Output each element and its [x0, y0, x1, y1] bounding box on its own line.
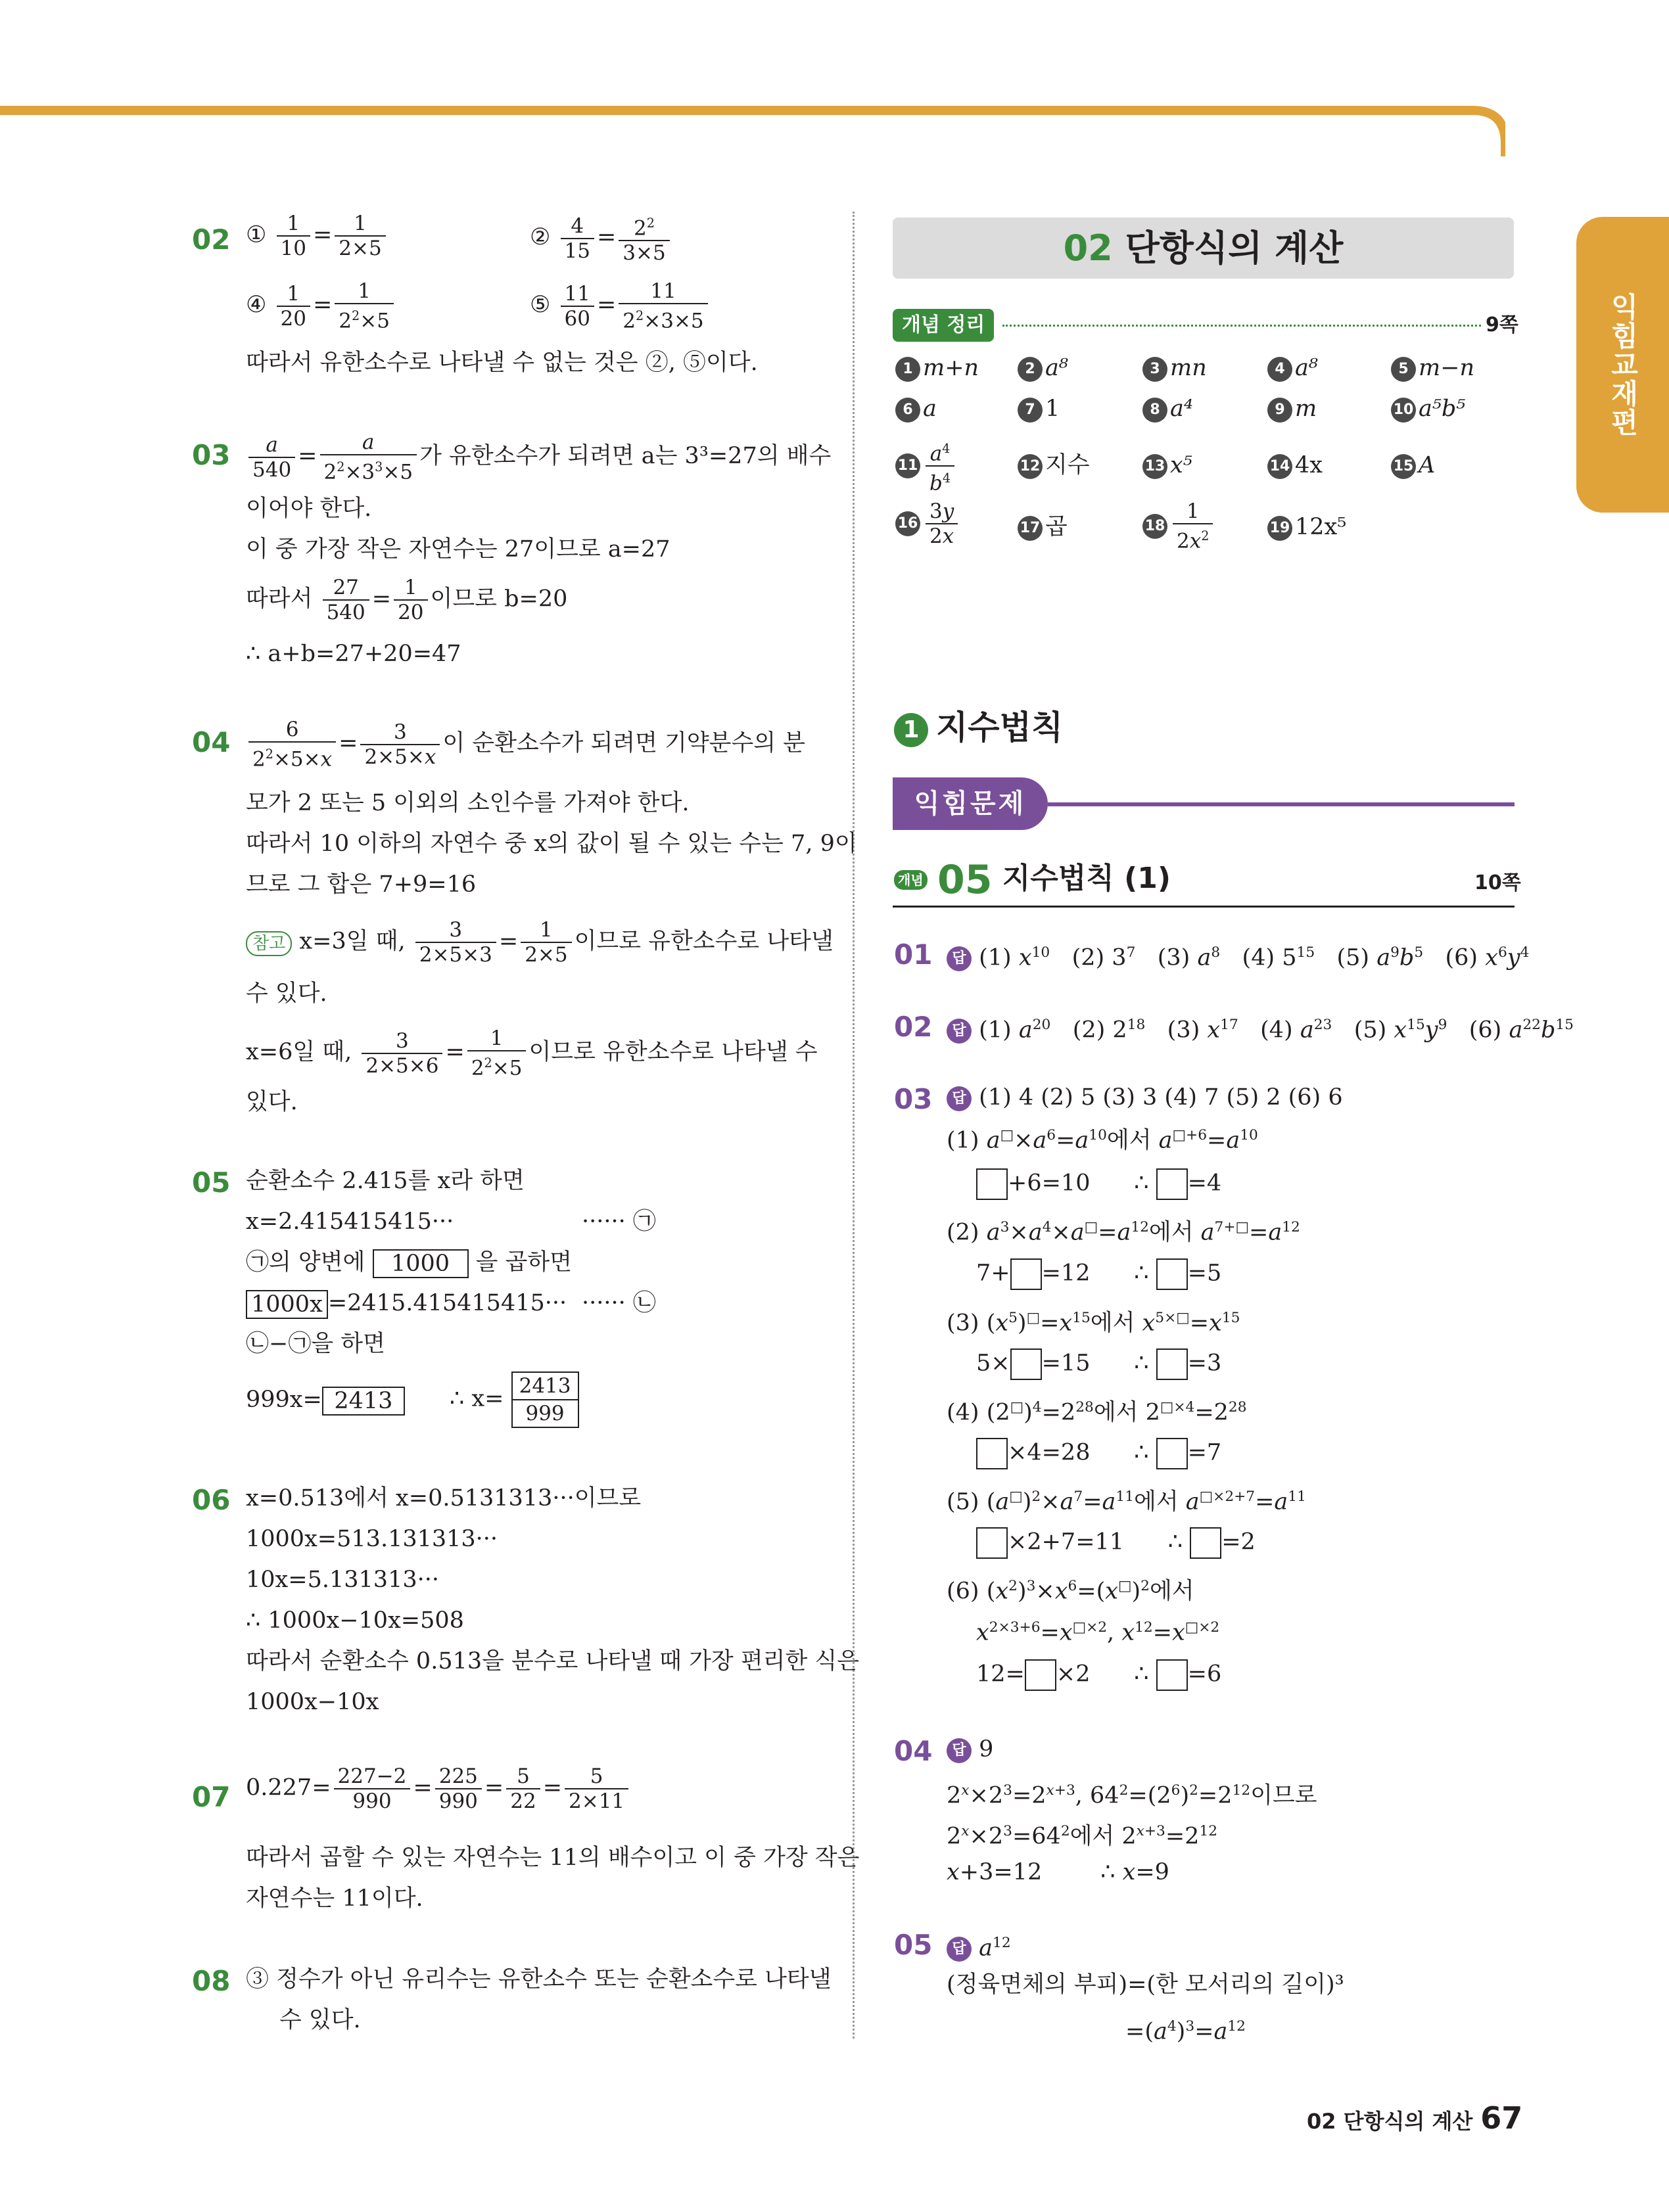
p04-note3-head: x=6일 때, — [246, 1039, 352, 1066]
q03-step: (4) $(2^□)^4=2^{28}$에서 $2^{□\times 4}=2^{28}$ — [947, 1399, 1247, 1426]
concept-item: 8 a⁴ — [1142, 394, 1193, 423]
p04-line1: $\frac{6}{2^2\times 5\times x}$ = $\frac{3}{2\times 5\times x}$ 이 순환소수가 되려면 기약분수의 분 — [246, 718, 805, 771]
sub-title: 지수법칙 (1) — [1002, 862, 1171, 895]
problem-number: 03 — [192, 439, 231, 471]
q04-step: $2^x\times 2^3=64^2$에서 $2^{x+3}=2^{12}$ — [947, 1823, 1218, 1850]
concept-item: 16 $\frac{3y}{2x}$ — [895, 499, 960, 548]
p03-line5: ∴ a+b=27+20=47 — [246, 641, 461, 667]
p02-line2: ④ $\frac{1}{20}$ = $\frac{1}{2^2\times 5}$ — [246, 279, 396, 333]
p07-line3: 자연수는 11이다. — [246, 1885, 423, 1912]
question-number: 03 — [894, 1083, 933, 1115]
p05-line3-tail: 을 곱하면 — [475, 1249, 573, 1276]
problem-number: 04 — [192, 726, 231, 758]
q03-step: (5) $(a^□)^2\times a^7=a^{11}$에서 $a^{□\times 2+7}=a^{11}$ — [947, 1488, 1306, 1515]
concept-item: 11 $\frac{a^4}{b^4}$ — [895, 437, 957, 495]
result-denominator: 999 — [525, 1402, 565, 1425]
answer-mark: 답 — [947, 1019, 972, 1044]
p05-line6-head: 999x= — [246, 1387, 322, 1413]
q03-step: 12= ×2 ∴ =6 — [976, 1659, 1221, 1691]
answer-box: 1000 — [373, 1249, 469, 1278]
p05-line6 — [246, 1385, 405, 1416]
concept-item: 13 x⁵ — [1142, 451, 1192, 480]
concept-item: 19 12x⁵ — [1267, 513, 1346, 541]
exercise-banner-line — [1048, 802, 1515, 806]
p05-result-head: ∴ x= — [450, 1385, 504, 1412]
question-number: 05 — [894, 1929, 933, 1961]
p05-mark1: ······ ㉠ — [582, 1209, 656, 1235]
chapter-title: 단항식의 계산 — [1125, 227, 1344, 269]
concept-page-ref: 9쪽 — [1486, 313, 1518, 336]
q02-answers: 답 (1) $a^{20}$ (2) $2^{18}$ (3) $x^{17}$ (4) $a^{23}$ (5) $x^{15}y^9$ (6) $a^{22}b^{15}$ — [947, 1011, 1574, 1045]
q03-step: ×4=28 ∴ =7 — [976, 1438, 1221, 1469]
problem-number: 08 — [192, 1965, 231, 1997]
concept-item: 14 4x — [1267, 451, 1323, 480]
p02-line1: ① $\frac{1}{10}$ = $\frac{1}{2\times 5}$ — [246, 212, 388, 260]
exercise-banner: 익힘문제 — [893, 777, 1048, 830]
answer-mark: 답 — [947, 1738, 972, 1763]
q03-step: 5× =15 ∴ =3 — [976, 1348, 1221, 1380]
p07-line2: 따라서 곱할 수 있는 자연수는 11의 배수이고 이 중 가장 작은 — [246, 1845, 860, 1871]
p07-line1-head: 0.227= — [246, 1774, 331, 1801]
p04-line2: 모가 2 또는 5 이외의 소인수를 가져야 한다. — [246, 790, 690, 816]
p05-line5: ㉡−㉠을 하면 — [246, 1331, 385, 1357]
section-heading — [894, 701, 1063, 749]
q04-step: $2^x\times 2^3=2^{x+3}$, $64^2=(2^6)^2=2^{12}$이므로 — [947, 1782, 1317, 1809]
section-title: 지수법칙 — [936, 708, 1064, 747]
q03-step: (2) $a^3\times a^4\times a^□=a^{12}$에서 $a^{7+□}=a^{12}$ — [947, 1219, 1300, 1246]
question-number: 02 — [894, 1011, 933, 1043]
sub-heading-line — [893, 906, 1515, 908]
top-decorative-bar — [0, 104, 1505, 156]
p03-line3: 이 중 가장 작은 자연수는 27이므로 a=27 — [246, 536, 670, 563]
p04-line1-tail: 이 순환소수가 되려면 기약분수의 분 — [442, 730, 805, 757]
p04-note1-head: x=3일 때, — [299, 928, 406, 955]
p04-note1: 참고 x=3일 때, $\frac{3}{2\times 5\times 3}$ = $\frac{1}{2\times 5}$ 이므로 유한소수로 나타낼 — [246, 918, 834, 967]
side-tab[interactable]: 익힘교재편 — [1576, 217, 1669, 513]
question-number: 04 — [894, 1735, 933, 1767]
p04-note4: 있다. — [246, 1089, 298, 1115]
concept-item: 5 m−n — [1391, 354, 1474, 382]
q03-step: +6=10 ∴ =4 — [976, 1168, 1221, 1200]
question-number: 01 — [894, 938, 933, 971]
concept-item: 18 $\frac{1}{2x^2}$ — [1142, 499, 1215, 553]
answer-mark: 답 — [947, 1937, 972, 1962]
answer-mark: 답 — [947, 1086, 972, 1111]
concept-tag: 개념 — [894, 870, 928, 890]
q05-answer: 답 $a^{12}$ — [947, 1929, 1011, 1963]
p05-line4-tail: =2415.415415415··· — [327, 1290, 567, 1316]
p04-line3: 따라서 10 이하의 자연수 중 x의 값이 될 수 있는 수는 7, 9이 — [246, 831, 857, 857]
concept-item: 7 1 — [1018, 394, 1060, 423]
q03-step: 7+ =12 ∴ =5 — [976, 1258, 1221, 1290]
q04-step: x+3=12 ∴ x=9 — [947, 1859, 1169, 1885]
p05-line1: 순환소수 2.415를 x라 하면 — [246, 1168, 525, 1194]
concept-item: 10 a⁵b⁵ — [1391, 394, 1465, 423]
q03-step: ×2+7=11 ∴ =2 — [976, 1527, 1256, 1559]
q04-answer — [947, 1735, 993, 1764]
p06-line6: 1000x−10x — [246, 1689, 379, 1715]
result-numerator: 2413 — [513, 1373, 578, 1400]
chapter-header — [893, 218, 1514, 279]
p02-conclusion: 따라서 유한소수로 나타낼 수 없는 것은 ②, ⑤이다. — [246, 350, 758, 376]
p04-note3-tail: 이므로 유한소수로 나타낼 수 — [529, 1039, 818, 1066]
problem-number: 07 — [192, 1781, 231, 1813]
section-number: 1 — [894, 713, 928, 747]
concept-item: 12 지수 — [1018, 451, 1090, 480]
q03-step: $x^{2\times 3+6}=x^{□\times 2}$, $x^{12}=x^{□\times 2}$ — [976, 1619, 1220, 1646]
q03-answer-list: (1) 4 (2) 5 (3) 3 (4) 7 (5) 2 (6) 6 — [979, 1084, 1343, 1111]
sub-page-ref: 10쪽 — [1474, 871, 1521, 894]
q05-step1: (정육면체의 부피)=(한 모서리의 길이)³ — [947, 1971, 1344, 1998]
concept-dotted-line — [1002, 325, 1481, 327]
sub-heading — [894, 854, 1171, 903]
answer-box: 2413 — [322, 1387, 405, 1416]
p02-line2b: ⑤ $\frac{11}{60}$ = $\frac{11}{2^2\times 3\times 5}$ — [530, 279, 711, 333]
q01-answers: 답 (1) $x^{10}$ (2) $3^7$ (3) $a^8$ (4) $5^{15}$ (5) $a^9b^5$ (6) $x^6y^4$ — [947, 938, 1529, 973]
concept-item: 6 a — [895, 394, 937, 423]
p05-line3 — [246, 1248, 572, 1278]
p05-line4 — [246, 1289, 567, 1319]
sub-number: 05 — [937, 857, 993, 903]
concept-item: 1 m+n — [895, 354, 979, 382]
concept-item: 9 m — [1267, 394, 1317, 423]
p04-note2: 수 있다. — [246, 980, 327, 1007]
p06-line1: x=0.513에서 x=0.5131313···이므로 — [246, 1485, 642, 1511]
answer-box: 1000x — [246, 1290, 328, 1319]
p06-line5: 따라서 순환소수 0.513을 분수로 나타낼 때 가장 편리한 식은 — [246, 1648, 860, 1674]
note-tag: 참고 — [246, 931, 292, 956]
p03-line4: 따라서 $\frac{27}{540}$ = $\frac{1}{20}$ 이므로 b=20 — [246, 576, 568, 624]
p03-line2: 이어야 한다. — [246, 495, 372, 522]
problem-number: 06 — [192, 1484, 231, 1516]
p08-line1: ③ 정수가 아닌 유리수는 유한소수 또는 순환소수로 나타낼 — [246, 1966, 832, 1993]
p04-line4: 므로 그 합은 7+9=16 — [246, 871, 477, 898]
p06-line4: ∴ 1000x−10x=508 — [246, 1607, 464, 1634]
p05-line2: x=2.415415415··· — [246, 1209, 454, 1235]
q05-step2: $=(a^4)^3=a^{12}$ — [1125, 2018, 1246, 2045]
q03-step: (3) $(x^5)^□=x^{15}$에서 $x^{5\times□}=x^{15}$ — [947, 1310, 1240, 1337]
concept-item: 4 a⁸ — [1267, 354, 1318, 382]
p03-line1: $\frac{a}{540}$ = $\frac{a}{2^2\times 3^3\times 5}$ 가 유한소수가 되려면 a는 3³=27의 배수 — [246, 430, 831, 484]
footer-chapter: 02 단항식의 계산 — [1307, 2109, 1473, 2134]
concept-item: 2 a⁸ — [1018, 354, 1068, 382]
p03-line1-tail: 가 유한소수가 되려면 a는 3³=27의 배수 — [419, 443, 832, 470]
q03-answers — [947, 1083, 1343, 1112]
concept-item: 15 A — [1391, 451, 1435, 480]
q04-answer-value: 9 — [979, 1736, 994, 1763]
p06-line2: 1000x=513.131313··· — [246, 1526, 498, 1552]
p03-line4-head: 따라서 — [246, 586, 313, 612]
p03-line4-tail: 이므로 b=20 — [430, 586, 568, 612]
p04-note1-tail: 이므로 유한소수로 나타낼 — [574, 928, 834, 955]
p08-line2: 수 있다. — [279, 2007, 361, 2033]
concept-item: 3 mn — [1142, 354, 1207, 382]
problem-number: 05 — [192, 1166, 231, 1199]
answer-mark: 답 — [947, 946, 972, 971]
problem-number: 02 — [192, 223, 231, 256]
concept-item: 17 곱 — [1018, 513, 1068, 541]
q03-step: (6) $(x^2)^3\times x^6=(x^□)^2$에서 — [947, 1578, 1194, 1605]
chapter-number: 02 — [1063, 227, 1113, 269]
p05-line3-head: ㉠의 양변에 — [246, 1249, 365, 1276]
p04-note3: x=6일 때, $\frac{3}{2\times 5\times 6}$ = $\frac{1}{2^2\times 5}$ 이므로 유한소수로 나타낼 수 — [246, 1026, 818, 1080]
q03-step: (1) $a^□\times a^6=a^{10}$에서 $a^{□+6}=a^{10}$ — [947, 1127, 1258, 1154]
p05-mark2: ······ ㉡ — [582, 1290, 656, 1316]
p07-line1: 0.227= $\frac{227-2}{990}$ = $\frac{225}{990}$ = $\frac{5}{22}$ = $\frac{5}{2\times 11}$ — [246, 1764, 631, 1813]
concept-summary-label: 개념 정리 — [893, 309, 994, 342]
p06-line3: 10x=5.131313··· — [246, 1567, 439, 1593]
page-number: 67 — [1480, 2100, 1523, 2136]
p05-result — [450, 1371, 579, 1428]
page-footer — [1307, 2100, 1522, 2136]
p02-line1b: ② $\frac{4}{15}$ = $\frac{2^2}{3\times 5}$ — [530, 212, 672, 265]
column-divider — [853, 212, 855, 2039]
